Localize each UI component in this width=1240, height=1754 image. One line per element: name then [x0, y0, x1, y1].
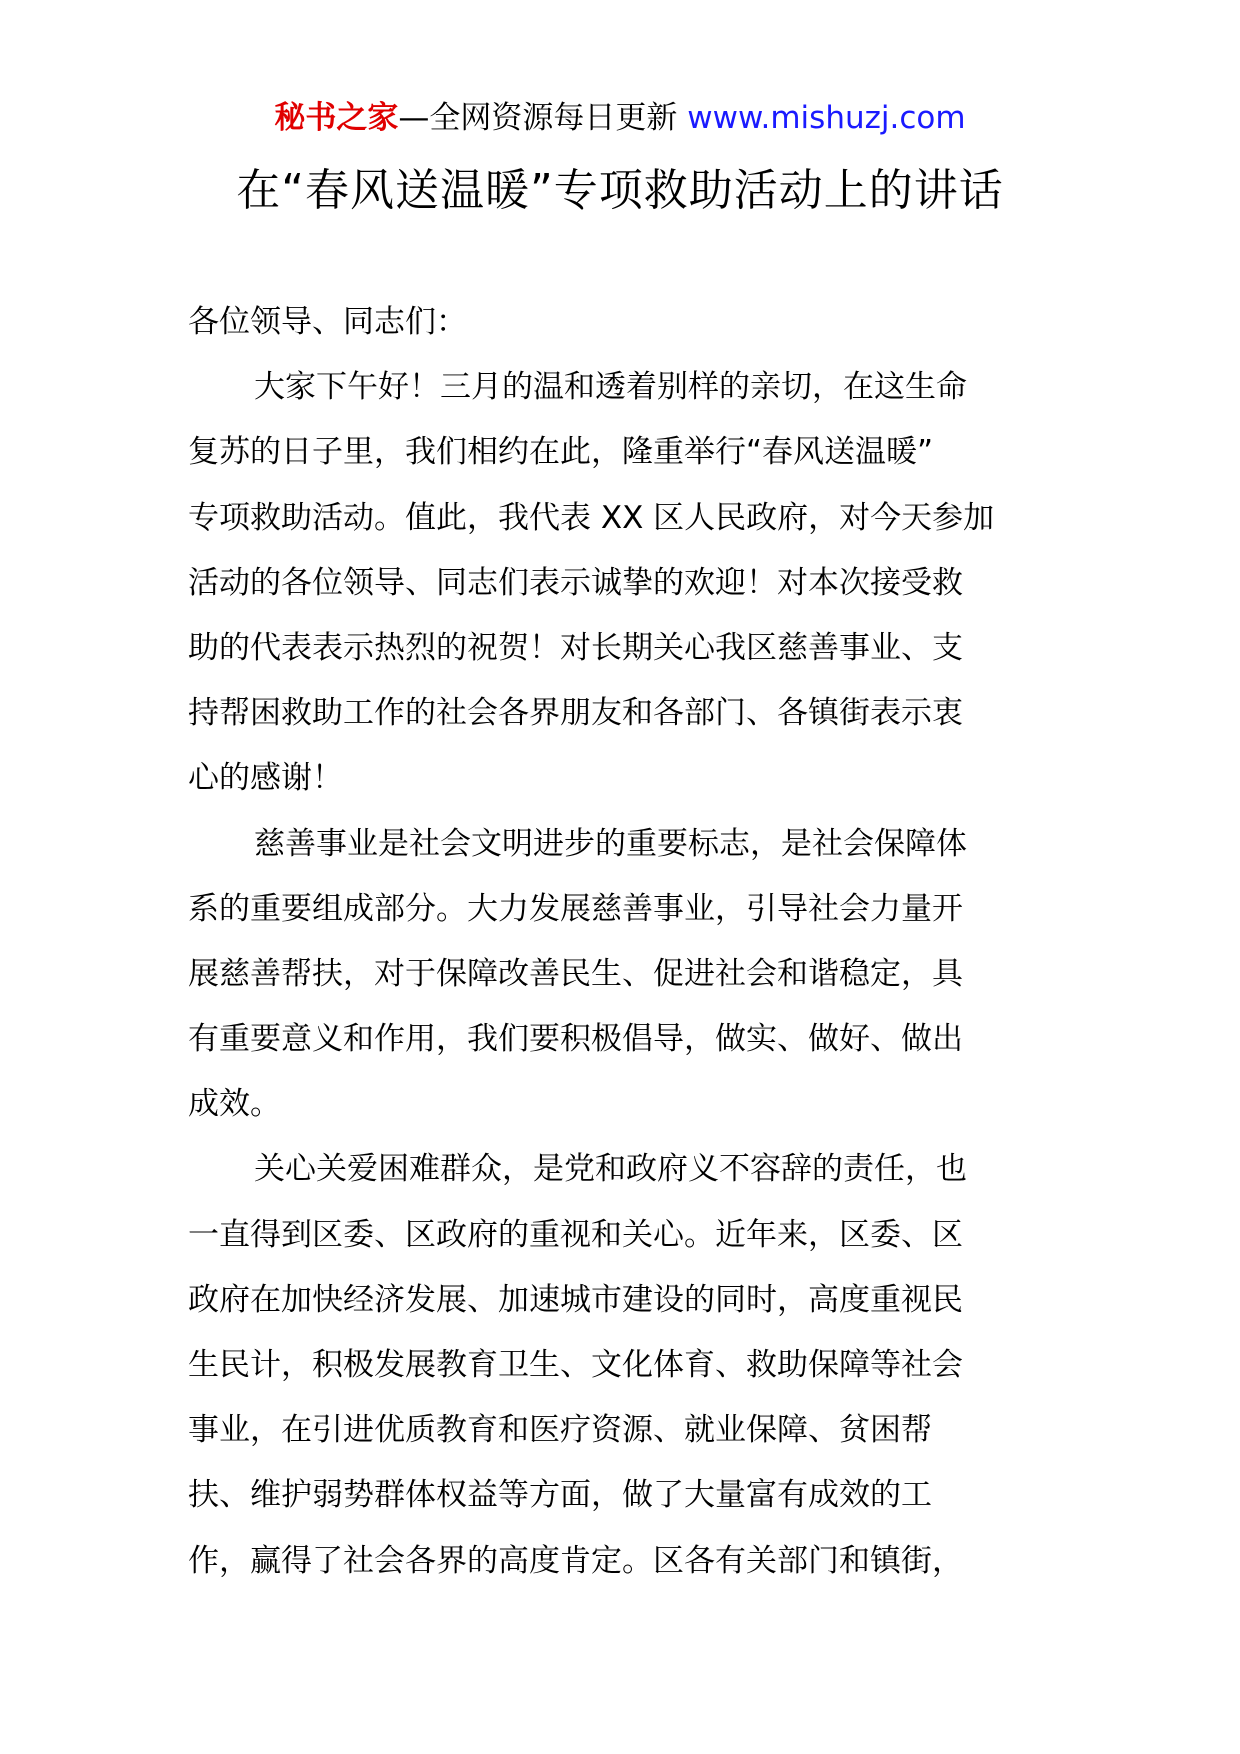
paragraph-3-line-4: 生民计，积极发展教育卫生、文化体育、救助保障等社会 — [188, 1347, 963, 1383]
document-title: 在“春风送温暖”专项救助活动上的讲话 — [236, 165, 1004, 216]
paragraph-1-line-3: 专项救助活动。值此，我代表 XX 区人民政府，对今天参加 — [188, 499, 995, 536]
paragraph-2-line-4: 有重要意义和作用，我们要积极倡导，做实、做好、做出 — [188, 1021, 963, 1058]
paragraph-1-line-5: 助的代表表示热烈的祝贺！对长期关心我区慈善事业、支 — [188, 629, 963, 666]
paragraph-1-line-4: 活动的各位领导、同志们表示诚挚的欢迎！对本次接受救 — [188, 564, 963, 601]
paragraph-2-line-3: 展慈善帮扶，对于保障改善民生、促进社会和谐稳定，具 — [188, 955, 963, 992]
brand-name: 秘书之家 — [274, 100, 399, 136]
paragraph-3-line-1: 关心关爱困难群众，是党和政府义不容辞的责任，也 — [254, 1151, 967, 1188]
paragraph-1-line-2: 复苏的日子里，我们相约在此，隆重举行“春风送温暖” — [188, 434, 934, 471]
paragraph-2-line-5: 成效。 — [188, 1086, 281, 1123]
paragraph-3-line-2: 一直得到区委、区政府的重视和关心。近年来，区委、区 — [188, 1216, 963, 1253]
paragraph-3-line-6: 扶、维护弱势群体权益等方面，做了大量富有成效的工 — [188, 1477, 932, 1514]
paragraph-2-line-1: 慈善事业是社会文明进步的重要标志，是社会保障体 — [254, 825, 967, 862]
paragraph-2-line-2: 系的重要组成部分。大力发展慈善事业，引导社会力量开 — [188, 890, 963, 927]
site-header — [0, 98, 1240, 138]
salutation: 各位领导、同志们： — [188, 304, 467, 340]
paragraph-3-line-3: 政府在加快经济发展、加速城市建设的同时，高度重视民 — [188, 1281, 963, 1318]
paragraph-1-line-1: 大家下午好！三月的温和透着别样的亲切，在这生命 — [254, 369, 967, 406]
paragraph-3-line-7: 作，赢得了社会各界的高度肯定。区各有关部门和镇街， — [188, 1542, 963, 1579]
paragraph-1-line-7: 心的感谢！ — [188, 760, 343, 797]
header-slogan: —全网资源每日更新 — [398, 100, 678, 136]
header-url-link[interactable]: www.mishuzj.com — [687, 100, 966, 136]
document-body — [188, 290, 1056, 1594]
paragraph-1-line-6: 持帮困救助工作的社会各界朋友和各部门、各镇街表示衷 — [188, 695, 963, 732]
paragraph-3-line-5: 事业，在引进优质教育和医疗资源、就业保障、贫困帮 — [188, 1412, 932, 1449]
